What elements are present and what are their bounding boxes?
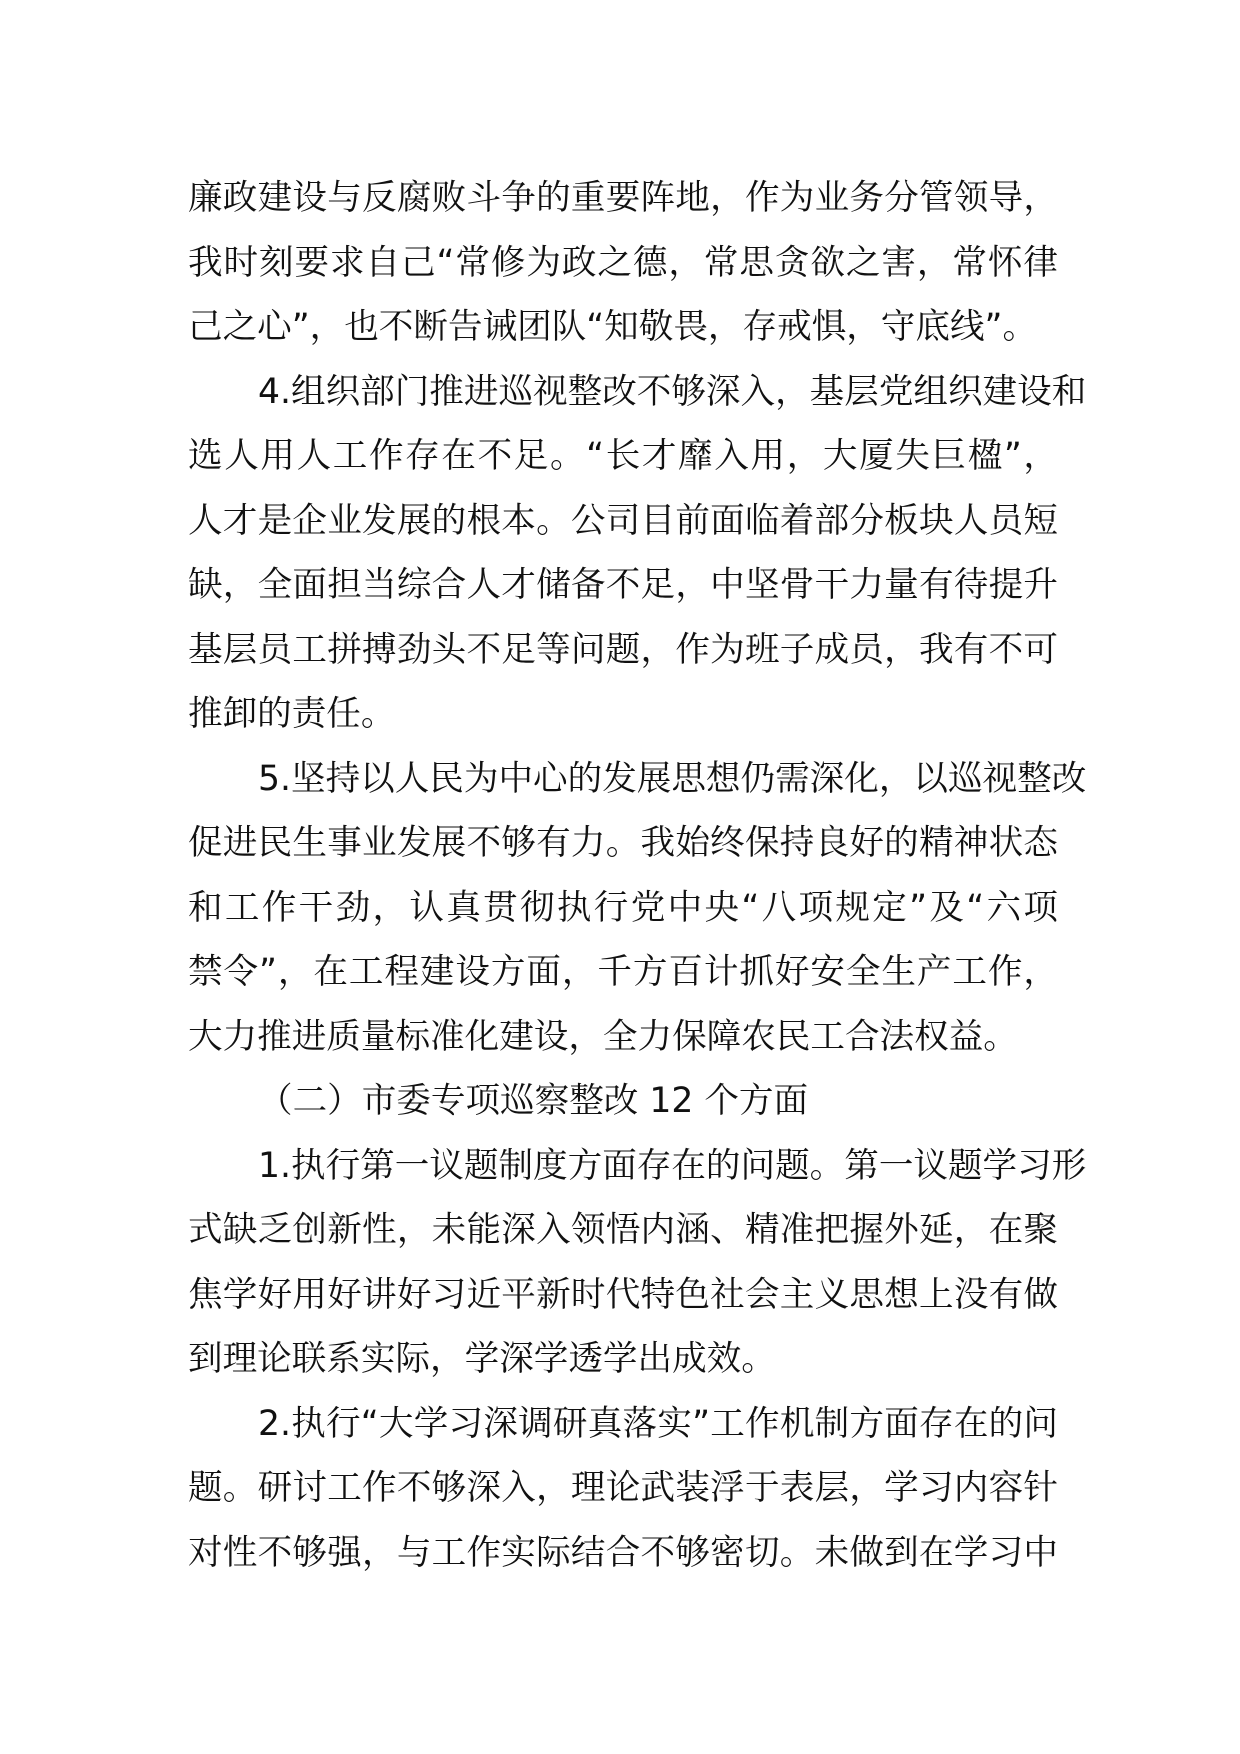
text-line: 禁令”，在工程建设方面，千方百计抓好安全生产工作， [188, 952, 1058, 992]
text-line: 推卸的责任。 [188, 694, 396, 734]
text-line: 5.坚持以人民为中心的发展思想仍需深化，以巡视整改 [258, 758, 1087, 799]
text-line: 促进民生事业发展不够有力。我始终保持良好的精神状态 [188, 823, 1058, 863]
text-line: 我时刻要求自己“常修为政之德，常思贪欲之害，常怀律 [188, 242, 1058, 283]
text-line: 缺，全面担当综合人才储备不足，中坚骨干力量有待提升 [188, 565, 1058, 605]
section-heading: （二）市委专项巡察整改 12 个方面 [258, 1081, 809, 1121]
text-line: 焦学好用好讲好习近平新时代特色社会主义思想上没有做 [188, 1274, 1058, 1315]
text-line: 廉政建设与反腐败斗争的重要阵地，作为业务分管领导， [188, 178, 1058, 218]
text-line: 和工作干劲，认真贯彻执行党中央“八项规定”及“六项 [188, 887, 1058, 928]
text-line: 4.组织部门推进巡视整改不够深入，基层党组织建设和 [258, 371, 1087, 412]
text-line: 1.执行第一议题制度方面存在的问题。第一议题学习形 [258, 1145, 1087, 1186]
text-line: 选人用人工作存在不足。“长才靡入用，大厦失巨楹”， [188, 436, 1058, 476]
text-line: 己之心”，也不断告诫团队“知敬畏，存戒惧，守底线”。 [188, 307, 1038, 347]
text-line: 到理论联系实际，学深学透学出成效。 [188, 1339, 776, 1379]
text-line: 对性不够强，与工作实际结合不够密切。未做到在学习中 [188, 1532, 1058, 1573]
text-line: 人才是企业发展的根本。公司目前面临着部分板块人员短 [188, 500, 1058, 541]
text-line: 2.执行“大学习深调研真落实”工作机制方面存在的问 [258, 1403, 1058, 1444]
body-text [188, 166, 1087, 1585]
text-line: 基层员工拼搏劲头不足等问题，作为班子成员，我有不可 [188, 629, 1058, 670]
text-line: 题。研讨工作不够深入，理论武装浮于表层，学习内容针 [188, 1468, 1058, 1508]
text-line: 大力推进质量标准化建设，全力保障农民工合法权益。 [188, 1016, 1018, 1057]
text-line: 式缺乏创新性，未能深入领悟内涵、精准把握外延，在聚 [188, 1210, 1058, 1250]
